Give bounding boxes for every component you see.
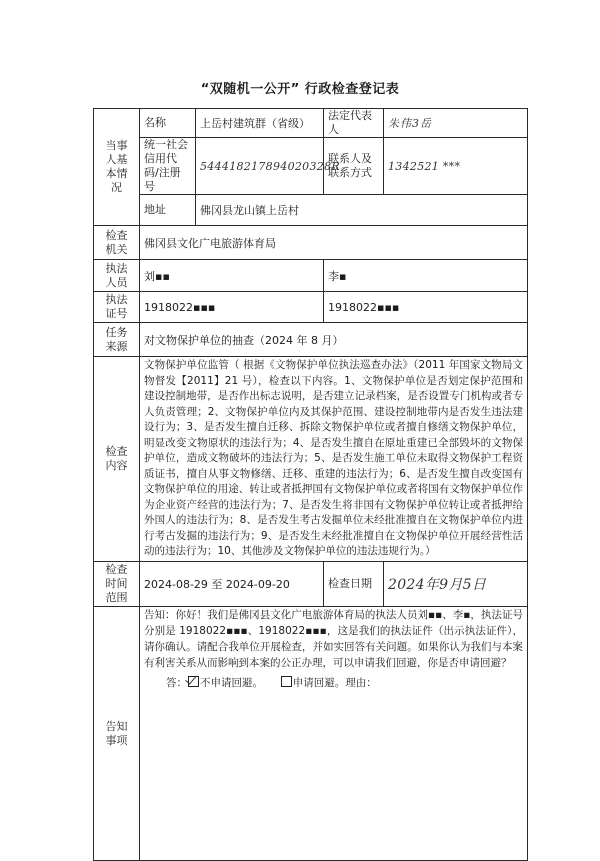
section-task-source-label: 任务来源 xyxy=(94,323,140,357)
section-party-label: 当事人基本情况 xyxy=(94,109,140,226)
form-title: “双随机一公开” 行政检查登记表 xyxy=(200,82,400,97)
time-range-value: 2024-08-29 至 2024-09-20 xyxy=(140,562,324,607)
inspection-content: 文物保护单位监管（ 根据《文物保护单位执法巡查办法》（2011 年国家文物局文物督发【2011】21 号），检查以下内容。1、文物保护单位是否划定保护范围和建设控制地带，是否作出标志说明，是否建立记录档案，是否设置专门机构或者专人负责管理；2、文物保护单位内及其保护范围、建设控制地带内是否发生违法建设行为；3、是否发生擅自迁移、拆除文物保护单位或者擅自修缮文物保护单位，明显改变文物原状的违法行为；4、是否发生擅自在原址重建已全部毁坏的文物保护单位，造成文物破坏的违法行为；5、是否发生施工单位未取得文物保护工程资质证书，擅自从事文物修缮、迁移、重建的违法行为；6、是否发生擅自改变国有文物保护单位的用途、转让或者抵押国有文物保护单位或者将国有文物保护单位作为企业资产经营的违法行为；7、是否发生将非国有文物保护单位转让或者抵押给外国人的违法行为；8、是否发生考古发掘单位未经批准擅自在文物保护单位内进行考古发掘的违法行为；9、是否发生未经批准擅自在文物保护单位开展经营性活动的违法行为；10、其他涉及文物保护单位的违法违规行为。） xyxy=(140,357,528,562)
officer-2: 李▪ xyxy=(324,260,528,292)
address-value: 佛冈县龙山镇上岳村 xyxy=(196,195,528,226)
option-recusal: 申请回避。理由： xyxy=(292,677,377,689)
section-officers-label: 执法人员 xyxy=(94,260,140,292)
cert-1: 1918022▪▪▪ xyxy=(140,292,324,323)
section-cert-label: 执法证号 xyxy=(94,292,140,323)
checkbox-recusal[interactable] xyxy=(281,676,292,687)
inspection-form-table xyxy=(93,108,528,861)
legal-rep-signature: 朱伟3岳 xyxy=(384,109,528,138)
notify-text: 告知：你好！我们是佛冈县文化广电旅游体育局的执法人员刘▪▪、李▪，执法证号分别是 1918022▪▪▪、1918022▪▪▪，这是我们的执法证件（出示执法证件），请你确认。请配合我单位开展检查，并如实回答有关问题。如果你认为我们与本案有利害关系从而影响到本案的公正办理，可以申请我们回避，你是否申请回避？ xyxy=(144,609,523,669)
option-no-recusal: 不申请回避。 xyxy=(200,677,263,689)
contact-value: 1342521 *** xyxy=(384,138,528,195)
credit-code-value: 544418217894020328R xyxy=(196,138,324,195)
answer-prefix: 答： xyxy=(166,677,187,689)
credit-code-label: 统一社会信用代码/注册号 xyxy=(140,138,196,195)
section-content-label: 检查内容 xyxy=(94,357,140,562)
inspect-date-value: 2024年9月5日 xyxy=(384,562,528,607)
section-agency-label: 检查机关 xyxy=(94,226,140,260)
cert-2: 1918022▪▪▪ xyxy=(324,292,528,323)
notify-cell xyxy=(140,607,528,861)
contact-label: 联系人及联系方式 xyxy=(324,138,384,195)
answer-line xyxy=(144,675,523,691)
section-time-label: 检查时间范围 xyxy=(94,562,140,607)
task-source-value: 对文物保护单位的抽查（2024 年 8 月） xyxy=(140,323,528,357)
checkbox-no-recusal[interactable] xyxy=(188,676,199,687)
name-label: 名称 xyxy=(140,109,196,138)
name-value: 上岳村建筑群（省级） xyxy=(196,109,324,138)
address-label: 地址 xyxy=(140,195,196,226)
inspect-date-label: 检查日期 xyxy=(324,562,384,607)
agency-value: 佛冈县文化广电旅游体育局 xyxy=(140,226,528,260)
officer-1: 刘▪▪ xyxy=(140,260,324,292)
section-notify-label: 告知事项 xyxy=(94,607,140,861)
legal-rep-label: 法定代表人 xyxy=(324,109,384,138)
